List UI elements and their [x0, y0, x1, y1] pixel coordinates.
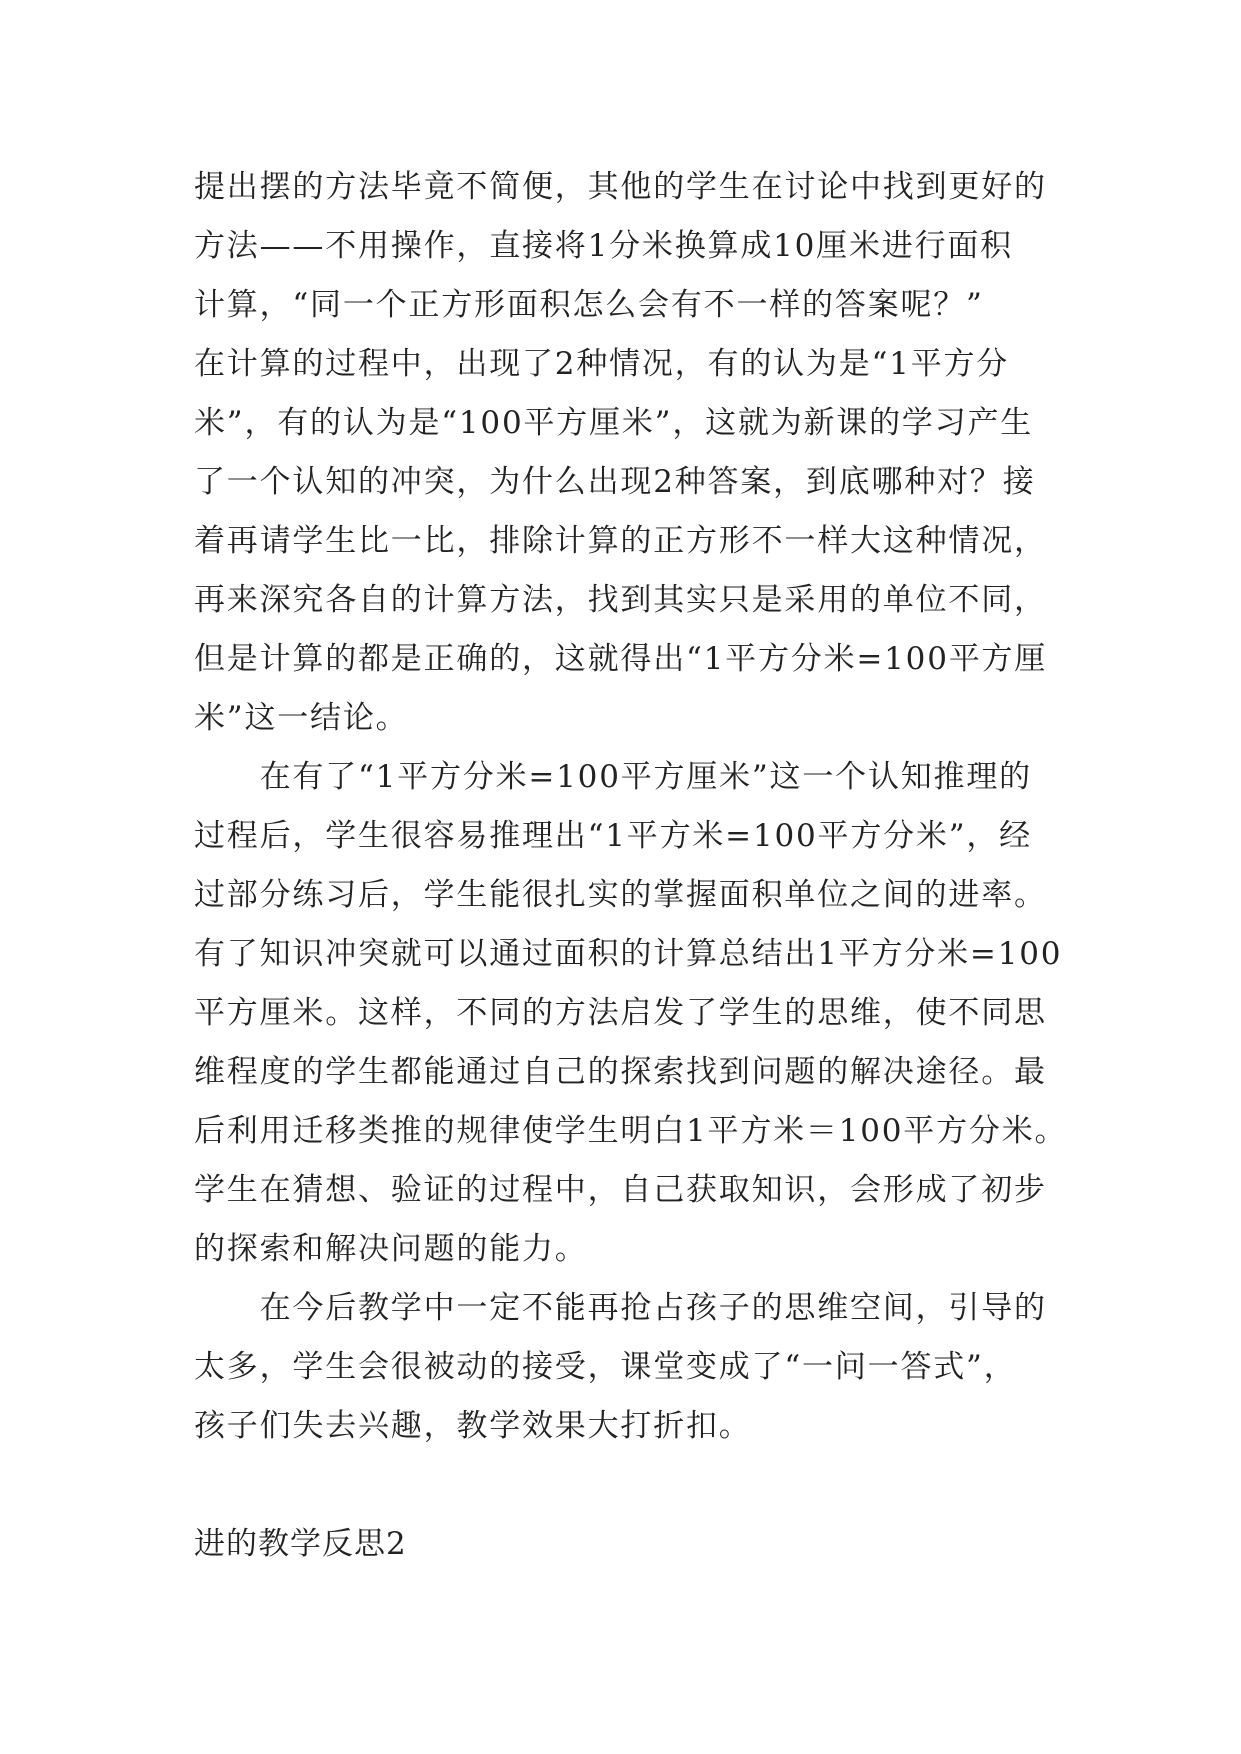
text-line: 方法——不用操作，直接将1分米换算成10厘米进行面积 — [194, 228, 1013, 264]
text-line: 太多，学生会很被动的接受，课堂变成了“一问一答式”， — [194, 1349, 1017, 1385]
text-line: 孩子们失去兴趣，教学效果大打折扣。 — [194, 1408, 752, 1444]
text-line: 的探索和解决问题的能力。 — [194, 1231, 588, 1267]
text-line: 再来深究各自的计算方法，找到其实只是采用的单位不同， — [194, 582, 1047, 618]
text-line: 但是计算的都是正确的，这就得出“1平方分米=100平方厘 — [194, 641, 1048, 677]
text-line: 后利用迁移类推的规律使学生明白1平方米＝100平方分米。 — [194, 1113, 1068, 1149]
paragraph-2 — [194, 748, 1068, 1279]
text-line: 在今后教学中一定不能再抢占孩子的思维空间，引导的 — [194, 1290, 1047, 1326]
text-line: 着再请学生比一比，排除计算的正方形不一样大这种情况， — [194, 523, 1047, 559]
text-line: 有了知识冲突就可以通过面积的计算总结出1平方分米=100 — [194, 936, 1063, 972]
text-line: 在有了“1平方分米=100平方厘米”这一个认知推理的 — [194, 759, 1032, 795]
text-line: 在计算的过程中，出现了2种情况，有的认为是“1平方分 — [194, 346, 1010, 382]
text-line: 平方厘米。这样，不同的方法启发了学生的思维，使不同思 — [194, 995, 1047, 1031]
text-line: 维程度的学生都能通过自己的探索找到问题的解决途径。最 — [194, 1054, 1047, 1090]
text-line: 米”这一结论。 — [194, 700, 409, 736]
text-line: 过部分练习后，学生能很扎实的掌握面积单位之间的进率。 — [194, 877, 1047, 913]
text-line: 过程后，学生很容易推理出“1平方米=100平方分米”，经 — [194, 818, 1032, 854]
text-line: 了一个认知的冲突，为什么出现2种答案，到底哪种对？接 — [194, 464, 1036, 500]
paragraph-1 — [194, 158, 1064, 748]
blank-line — [194, 1456, 1064, 1515]
text-line: 提出摆的方法毕竟不简便，其他的学生在讨论中找到更好的 — [194, 169, 1047, 205]
text-line: 米”，有的认为是“100平方厘米”，这就为新课的学习产生 — [194, 405, 1034, 441]
text-line: 学生在猜想、验证的过程中，自己获取知识，会形成了初步 — [194, 1172, 1047, 1208]
paragraph-3 — [194, 1279, 1064, 1456]
text-line: 计算，“同一个正方形面积怎么会有不一样的答案呢？” — [194, 287, 984, 323]
document-body — [194, 158, 1068, 1574]
section-heading: 进的教学反思2 — [194, 1526, 407, 1562]
